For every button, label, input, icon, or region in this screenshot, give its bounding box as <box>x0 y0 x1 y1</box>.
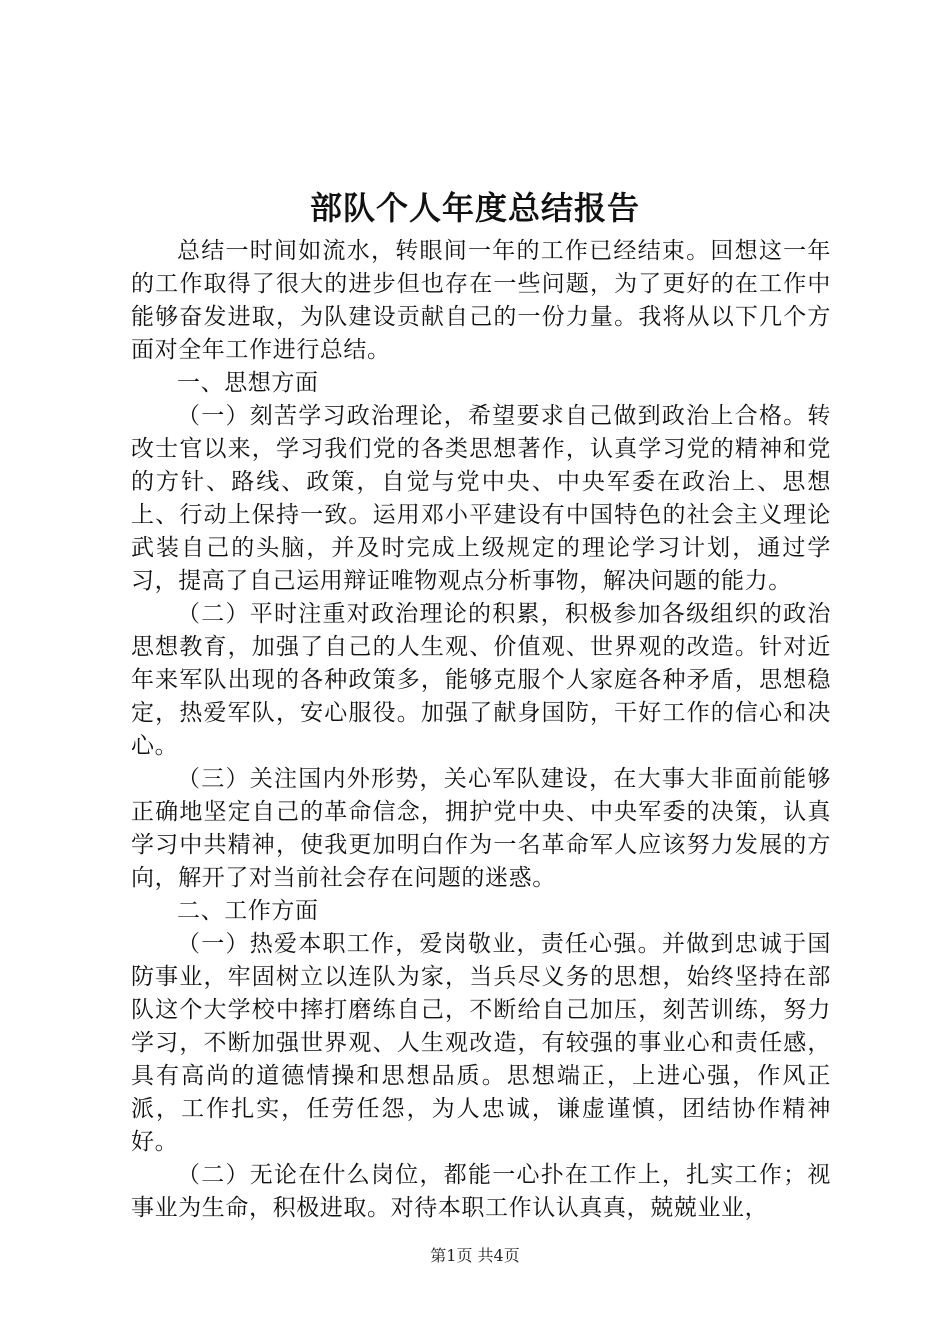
paragraph-work-2: （二）无论在什么岗位，都能一心扑在工作上，扎实工作；视事业为生命，积极进取。对待本职工作认认真真，兢兢业业， <box>131 1162 831 1221</box>
document-title: 部队个人年度总结报告 <box>309 189 640 227</box>
section-heading-work: 二、工作方面 <box>177 898 319 924</box>
page-number-footer: 第1页 共4页 <box>430 1246 520 1265</box>
paragraph-thought-3: （三）关注国内外形势，关心军队建设，在大事大非面前能够正确地坚定自己的革命信念，拥护党中央、中央军委的决策，认真学习中共精神，使我更加明白作为一名革命军人应该努力发展的方向，解开了对当前社会存在问题的迷惑。 <box>131 766 831 891</box>
paragraph-thought-2: （二）平时注重对政治理论的积累，积极参加各级组织的政治思想教育，加强了自己的人生观、价值观、世界观的改造。针对近年来军队出现的各种政策多，能够克服个人家庭各种矛盾，思想稳定，热爱军队，安心服役。加强了献身国防，干好工作的信心和决心。 <box>131 601 831 759</box>
paragraph-thought-1: （一）刻苦学习政治理论，希望要求自己做到政治上合格。转改士官以来，学习我们党的各类思想著作，认真学习党的精神和党的方针、路线、政策，自觉与党中央、中央军委在政治上、思想上、行动上保持一致。运用邓小平建设有中国特色的社会主义理论武装自己的头脑，并及时完成上级规定的理论学习计划，通过学习，提高了自己运用辩证唯物观点分析事物，解决问题的能力。 <box>131 403 831 594</box>
section-heading-thought: 一、思想方面 <box>177 370 319 396</box>
document-body <box>131 235 831 1225</box>
paragraph-work-1: （一）热爱本职工作，爱岗敬业，责任心强。并做到忠诚于国防事业，牢固树立以连队为家，当兵尽义务的思想，始终坚持在部队这个大学校中摔打磨练自己，不断给自己加压，刻苦训练，努力学习，不断加强世界观、人生观改造，有较强的事业心和责任感，具有高尚的道德情操和思想品质。思想端正，上进心强，作风正派，工作扎实，任劳任怨，为人忠诚，谦虚谨慎，团结协作精神好。 <box>131 931 831 1155</box>
paragraph-intro: 总结一时间如流水，转眼间一年的工作已经结束。回想这一年的工作取得了很大的进步但也存在一些问题，为了更好的在工作中能够奋发进取，为队建设贡献自己的一份力量。我将从以下几个方面对全年工作进行总结。 <box>131 238 831 363</box>
